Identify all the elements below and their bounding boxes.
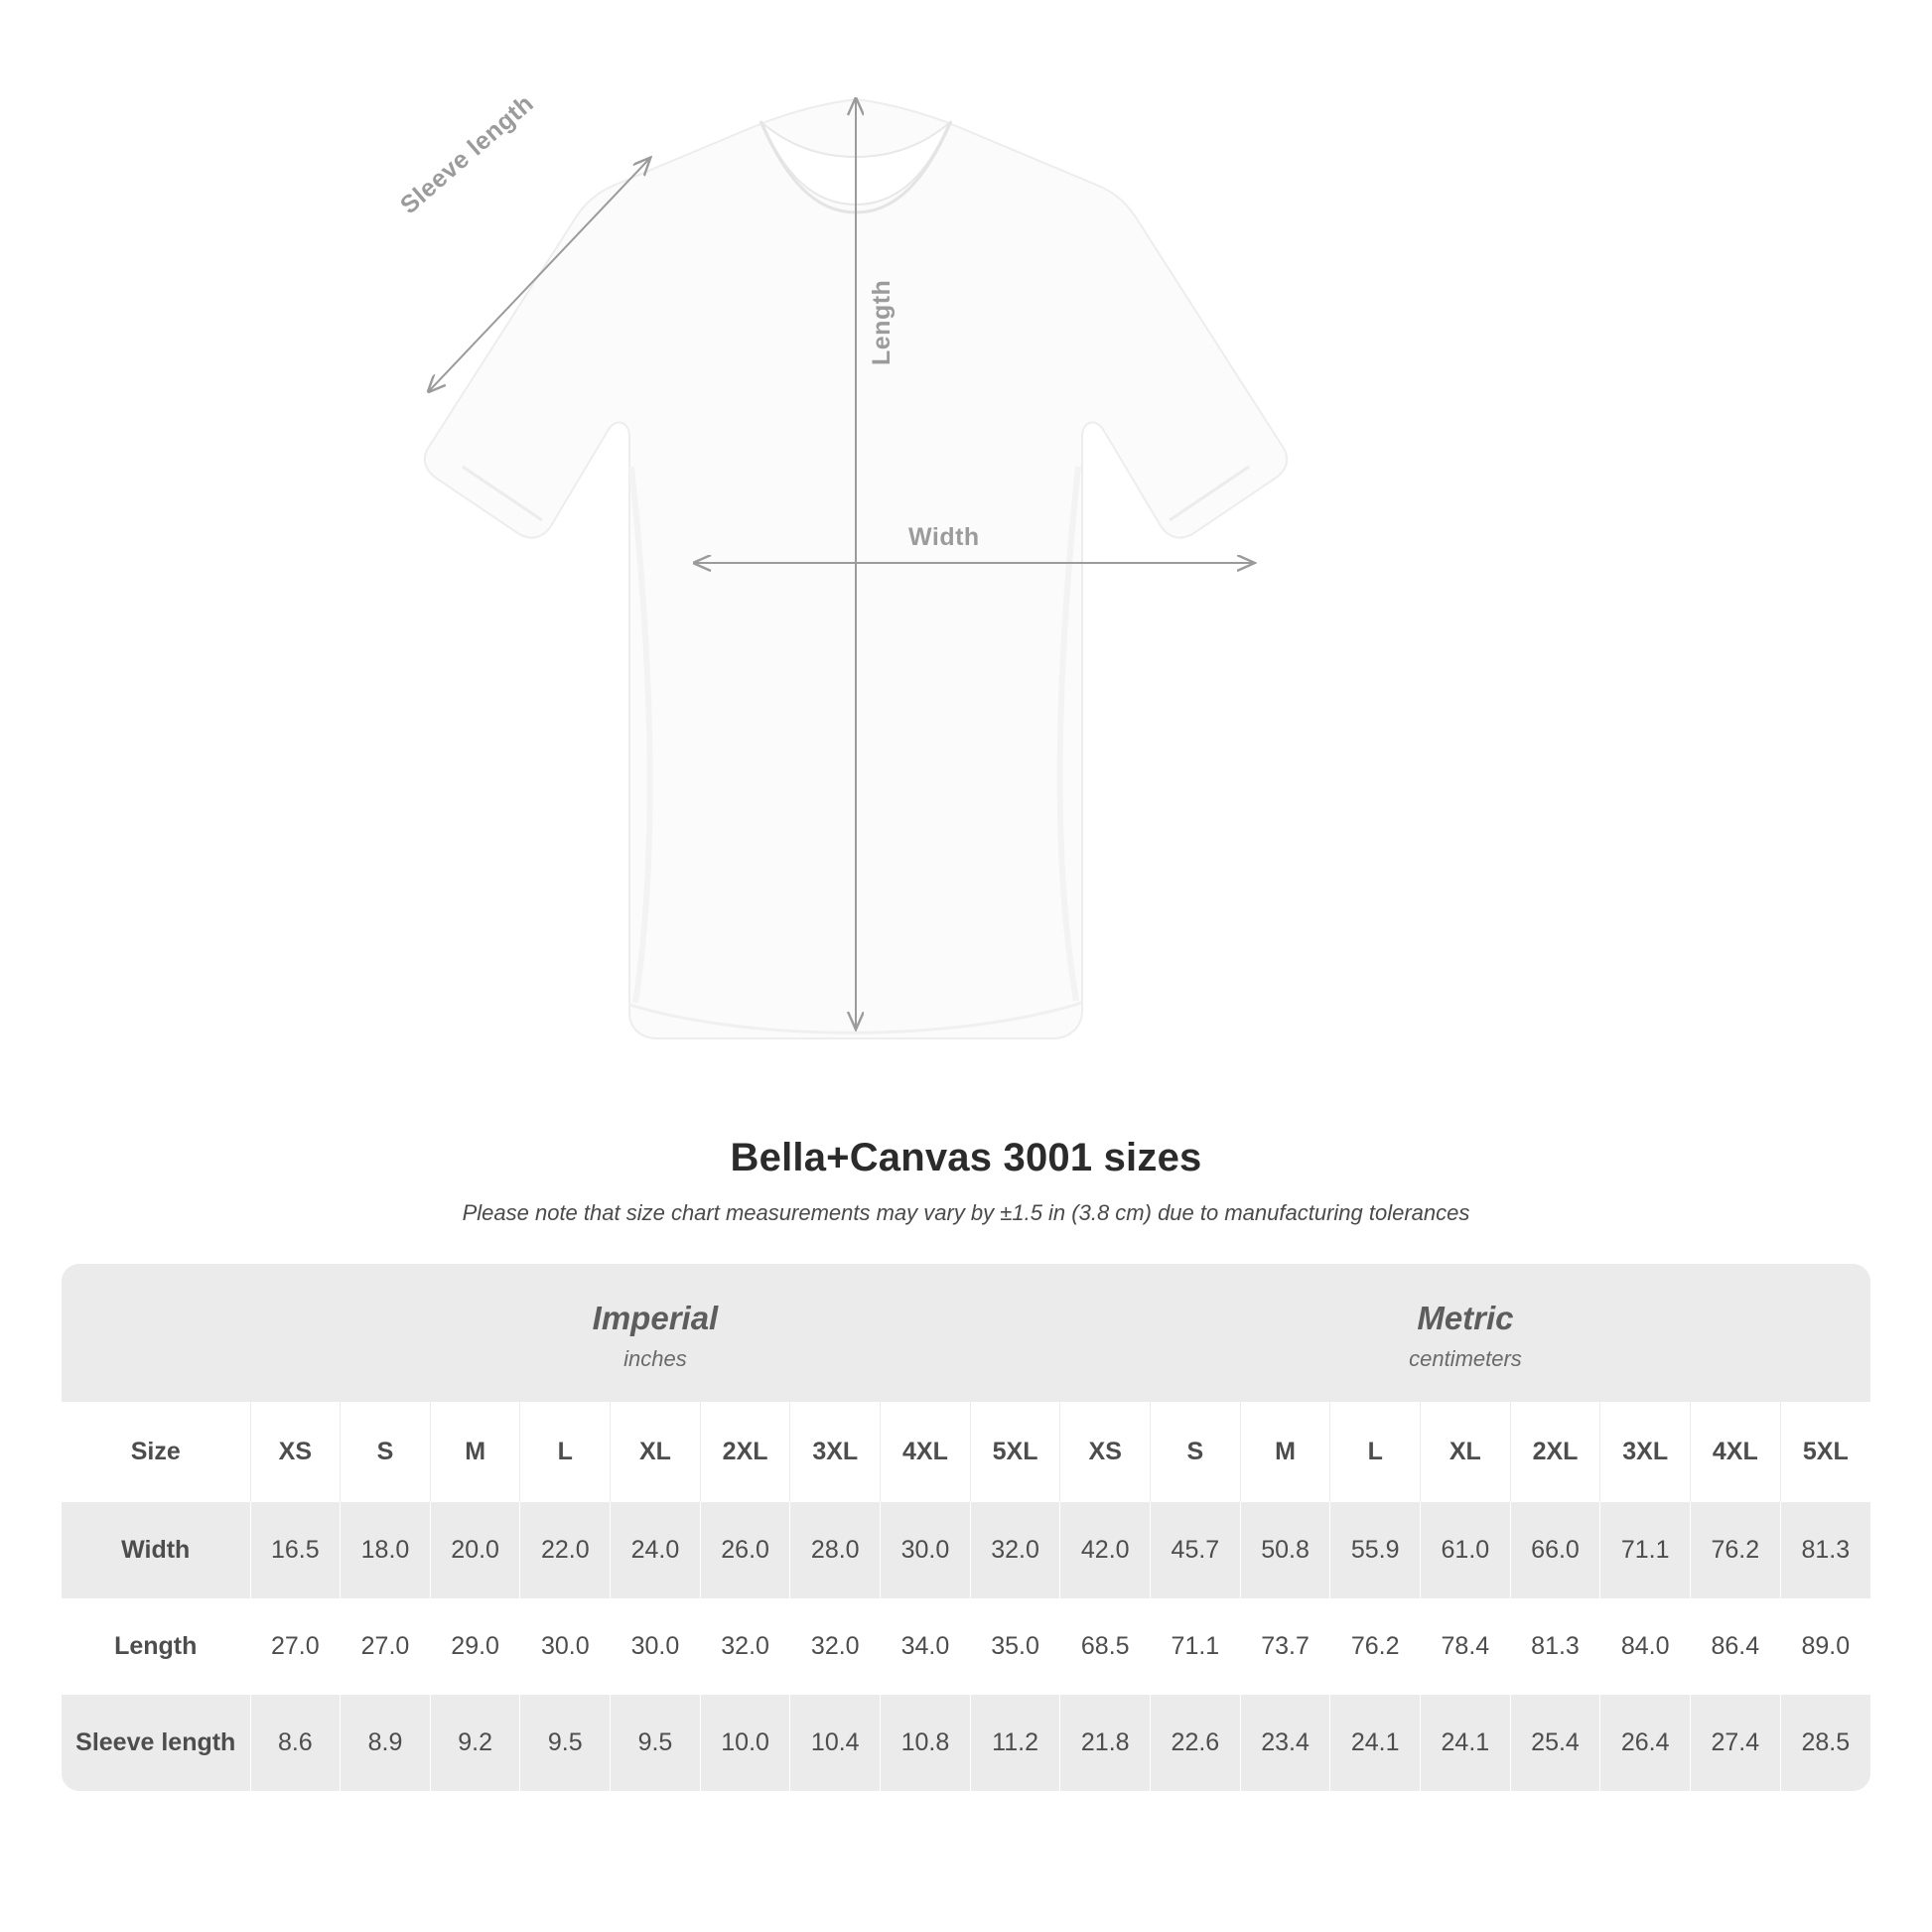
size-col-header: XS <box>250 1402 341 1502</box>
size-col-header: 2XL <box>700 1402 790 1502</box>
cell: 25.4 <box>1510 1695 1600 1791</box>
cell: 29.0 <box>430 1598 520 1695</box>
cell: 28.5 <box>1780 1695 1870 1791</box>
cell: 16.5 <box>250 1502 341 1598</box>
table-row <box>62 1598 1870 1695</box>
cell: 22.0 <box>520 1502 611 1598</box>
unit-metric-label: Metric <box>1417 1300 1514 1336</box>
cell: 23.4 <box>1240 1695 1330 1791</box>
cell: 20.0 <box>430 1502 520 1598</box>
cell: 18.0 <box>341 1502 431 1598</box>
size-table <box>62 1264 1870 1791</box>
size-col-header: XS <box>1060 1402 1151 1502</box>
cell: 30.0 <box>881 1502 971 1598</box>
size-col-header: L <box>520 1402 611 1502</box>
cell: 76.2 <box>1691 1502 1781 1598</box>
size-col-header: 3XL <box>1600 1402 1691 1502</box>
cell: 50.8 <box>1240 1502 1330 1598</box>
cell: 28.0 <box>790 1502 881 1598</box>
unit-imperial-label: Imperial <box>592 1300 719 1336</box>
cell: 71.1 <box>1151 1598 1241 1695</box>
cell: 61.0 <box>1421 1502 1511 1598</box>
page-title: Bella+Canvas 3001 sizes <box>730 1136 1202 1179</box>
cell: 24.1 <box>1421 1695 1511 1791</box>
sleeve-length-label: Sleeve length <box>395 88 539 220</box>
size-col-header: M <box>430 1402 520 1502</box>
unit-header-spacer <box>62 1264 250 1402</box>
cell: 55.9 <box>1330 1502 1421 1598</box>
cell: 30.0 <box>520 1598 611 1695</box>
cell: 81.3 <box>1780 1502 1870 1598</box>
cell: 71.1 <box>1600 1502 1691 1598</box>
size-header-cell: Size <box>62 1402 250 1502</box>
cell: 8.9 <box>341 1695 431 1791</box>
cell: 21.8 <box>1060 1695 1151 1791</box>
unit-imperial-sublabel: inches <box>623 1346 687 1372</box>
title-block <box>0 1136 1932 1226</box>
size-col-header: 2XL <box>1510 1402 1600 1502</box>
size-col-header: 4XL <box>1691 1402 1781 1502</box>
cell: 73.7 <box>1240 1598 1330 1695</box>
size-col-header: S <box>1151 1402 1241 1502</box>
size-col-header: 3XL <box>790 1402 881 1502</box>
cell: 10.4 <box>790 1695 881 1791</box>
cell: 24.0 <box>611 1502 701 1598</box>
cell: 11.2 <box>970 1695 1060 1791</box>
unit-group-metric <box>1060 1264 1870 1402</box>
cell: 22.6 <box>1151 1695 1241 1791</box>
cell: 76.2 <box>1330 1598 1421 1695</box>
cell: 27.0 <box>341 1598 431 1695</box>
cell: 32.0 <box>790 1598 881 1695</box>
cell: 9.5 <box>520 1695 611 1791</box>
cell: 32.0 <box>970 1502 1060 1598</box>
cell: 42.0 <box>1060 1502 1151 1598</box>
cell: 89.0 <box>1780 1598 1870 1695</box>
cell: 34.0 <box>881 1598 971 1695</box>
row-label-sleeve-length: Sleeve length <box>62 1695 250 1791</box>
cell: 45.7 <box>1151 1502 1241 1598</box>
size-col-header: XL <box>611 1402 701 1502</box>
unit-group-imperial <box>250 1264 1060 1402</box>
cell: 27.4 <box>1691 1695 1781 1791</box>
tolerance-note: Please note that size chart measurements may vary by ±1.5 in (3.8 cm) due to manufacturing tolerances <box>462 1200 1470 1225</box>
size-col-header: L <box>1330 1402 1421 1502</box>
table-row <box>62 1695 1870 1791</box>
size-col-header: 5XL <box>970 1402 1060 1502</box>
cell: 8.6 <box>250 1695 341 1791</box>
cell: 66.0 <box>1510 1502 1600 1598</box>
table-row <box>62 1502 1870 1598</box>
cell: 9.2 <box>430 1695 520 1791</box>
size-col-header: M <box>1240 1402 1330 1502</box>
cell: 26.0 <box>700 1502 790 1598</box>
cell: 81.3 <box>1510 1598 1600 1695</box>
cell: 84.0 <box>1600 1598 1691 1695</box>
cell: 68.5 <box>1060 1598 1151 1695</box>
cell: 78.4 <box>1421 1598 1511 1695</box>
cell: 35.0 <box>970 1598 1060 1695</box>
size-col-header: XL <box>1421 1402 1511 1502</box>
cell: 32.0 <box>700 1598 790 1695</box>
row-label-width: Width <box>62 1502 250 1598</box>
row-label-length: Length <box>62 1598 250 1695</box>
cell: 27.0 <box>250 1598 341 1695</box>
cell: 24.1 <box>1330 1695 1421 1791</box>
cell: 9.5 <box>611 1695 701 1791</box>
cell: 10.0 <box>700 1695 790 1791</box>
size-header-row <box>62 1402 1870 1502</box>
width-label: Width <box>908 523 980 551</box>
size-col-header: 5XL <box>1780 1402 1870 1502</box>
size-col-header: 4XL <box>881 1402 971 1502</box>
unit-metric-sublabel: centimeters <box>1409 1346 1522 1372</box>
unit-header-row <box>62 1264 1870 1402</box>
size-table-wrapper <box>62 1264 1870 1791</box>
size-col-header: S <box>341 1402 431 1502</box>
cell: 26.4 <box>1600 1695 1691 1791</box>
cell: 10.8 <box>881 1695 971 1791</box>
length-label: Length <box>868 279 896 365</box>
cell: 86.4 <box>1691 1598 1781 1695</box>
cell: 30.0 <box>611 1598 701 1695</box>
